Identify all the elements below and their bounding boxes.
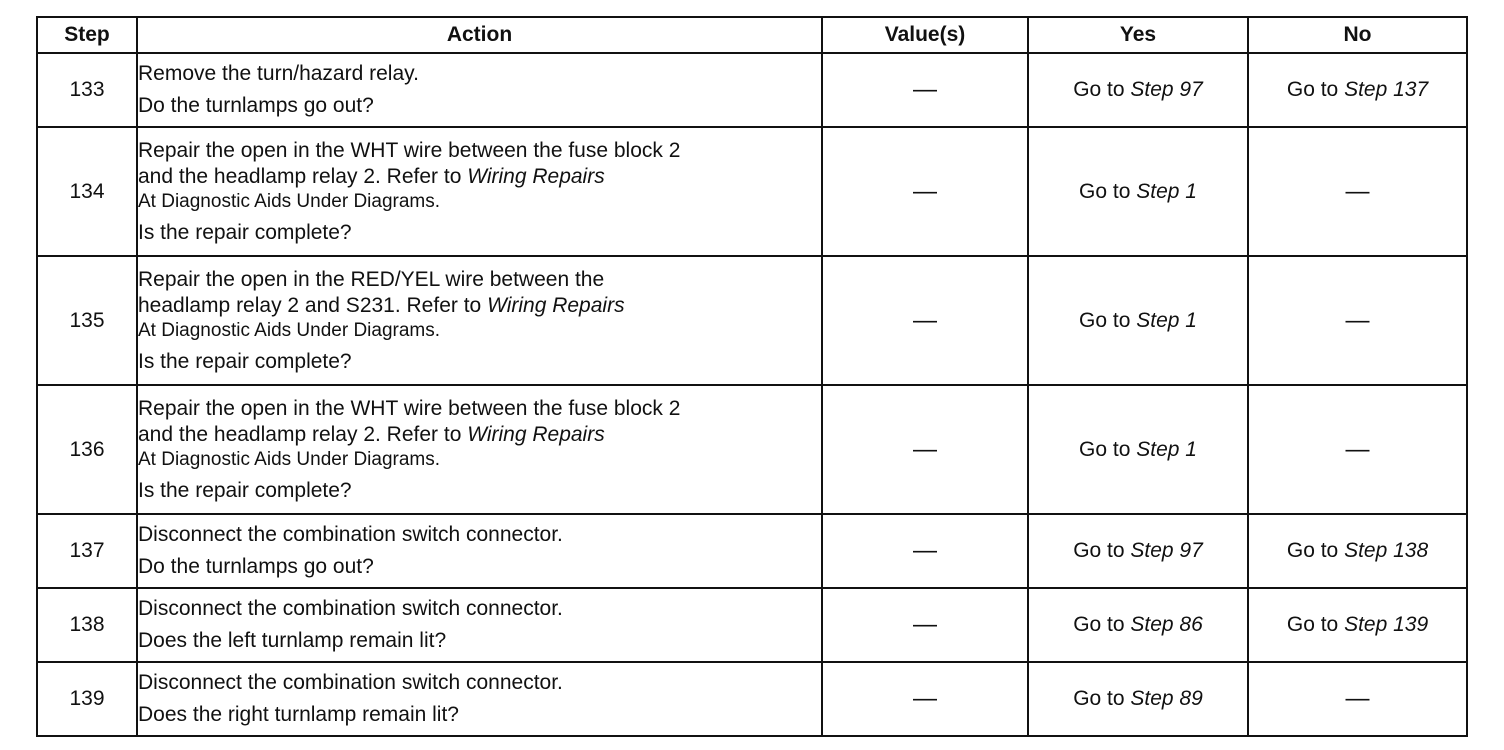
yes-cell xyxy=(1028,256,1248,385)
action-question: Is the repair complete? xyxy=(138,349,352,373)
yes-prefix: Go to xyxy=(1073,539,1131,562)
no-cell xyxy=(1248,53,1467,127)
yes-step-link[interactable]: Step 1 xyxy=(1136,179,1197,203)
wiring-repairs-ref: Wiring Repairs xyxy=(467,422,605,446)
diagnostic-table xyxy=(36,16,1468,737)
step-number: 134 xyxy=(37,127,137,256)
header-yes: Yes xyxy=(1028,17,1248,53)
yes-step-link[interactable]: Step 1 xyxy=(1136,308,1197,332)
step-number: 135 xyxy=(37,256,137,385)
action-text: Repair the open in the RED/YEL wire between the xyxy=(138,267,605,291)
header-values: Value(s) xyxy=(822,17,1028,53)
wiring-repairs-ref: Wiring Repairs xyxy=(467,164,605,188)
no-cell: — xyxy=(1248,662,1467,736)
no-prefix: Go to xyxy=(1286,539,1345,562)
step-number: 136 xyxy=(37,385,137,514)
action-note: At Diagnostic Aids Under Diagrams. xyxy=(138,448,441,470)
value-cell: — xyxy=(822,256,1028,385)
header-row xyxy=(37,17,1467,53)
action-cell xyxy=(137,385,822,514)
yes-step-link[interactable]: Step 97 xyxy=(1130,78,1203,101)
header-action: Action xyxy=(137,17,822,53)
no-cell: — xyxy=(1248,127,1467,256)
value-cell: — xyxy=(822,662,1028,736)
action-note: At Diagnostic Aids Under Diagrams. xyxy=(138,319,441,341)
table-row xyxy=(37,127,1467,256)
no-step-link[interactable]: Step 139 xyxy=(1344,613,1429,636)
yes-cell xyxy=(1028,127,1248,256)
action-text-part: and the headlamp relay 2. Refer to xyxy=(138,422,468,446)
step-number: 139 xyxy=(37,662,137,736)
action-question: Is the repair complete? xyxy=(138,220,352,244)
header-no: No xyxy=(1248,17,1467,53)
yes-prefix: Go to xyxy=(1079,437,1137,461)
action-question: Is the repair complete? xyxy=(138,478,352,502)
no-prefix: Go to xyxy=(1286,613,1345,636)
action-text-part: and the headlamp relay 2. Refer to xyxy=(138,164,468,188)
yes-step-link[interactable]: Step 97 xyxy=(1130,539,1203,562)
value-cell: — xyxy=(822,53,1028,127)
step-number: 137 xyxy=(37,514,137,588)
no-step-link[interactable]: Step 137 xyxy=(1344,78,1429,101)
yes-prefix: Go to xyxy=(1073,613,1131,636)
yes-cell xyxy=(1028,662,1248,736)
step-number: 133 xyxy=(37,53,137,127)
action-question: Does the left turnlamp remain lit? xyxy=(138,629,447,652)
action-text: Disconnect the combination switch connector. xyxy=(138,597,563,620)
action-text: Remove the turn/hazard relay. xyxy=(138,62,419,85)
value-cell: — xyxy=(822,514,1028,588)
action-question: Do the turnlamps go out? xyxy=(138,555,374,578)
action-text: Disconnect the combination switch connector. xyxy=(138,523,563,546)
table-row xyxy=(37,53,1467,127)
action-note: At Diagnostic Aids Under Diagrams. xyxy=(138,190,441,212)
action-cell xyxy=(137,53,822,127)
action-question: Do the turnlamps go out? xyxy=(138,94,374,117)
no-cell xyxy=(1248,588,1467,662)
wiring-repairs-ref: Wiring Repairs xyxy=(487,293,625,317)
action-question: Does the right turnlamp remain lit? xyxy=(138,703,459,726)
value-cell: — xyxy=(822,588,1028,662)
action-cell xyxy=(137,662,822,736)
action-text-part: headlamp relay 2 and S231. Refer to xyxy=(138,293,488,317)
value-cell: — xyxy=(822,127,1028,256)
value-cell: — xyxy=(822,385,1028,514)
no-cell xyxy=(1248,514,1467,588)
action-cell xyxy=(137,514,822,588)
action-text: Disconnect the combination switch connector. xyxy=(138,671,563,694)
step-number: 138 xyxy=(37,588,137,662)
yes-cell xyxy=(1028,588,1248,662)
yes-prefix: Go to xyxy=(1079,179,1137,203)
yes-prefix: Go to xyxy=(1073,687,1131,710)
yes-step-link[interactable]: Step 86 xyxy=(1130,613,1203,636)
action-cell xyxy=(137,588,822,662)
action-cell xyxy=(137,256,822,385)
no-cell: — xyxy=(1248,256,1467,385)
yes-step-link[interactable]: Step 89 xyxy=(1130,687,1203,710)
header-step: Step xyxy=(37,17,137,53)
yes-step-link[interactable]: Step 1 xyxy=(1136,437,1197,461)
action-text xyxy=(138,164,821,190)
action-text: Repair the open in the WHT wire between the fuse block 2 xyxy=(138,138,681,162)
yes-cell xyxy=(1028,53,1248,127)
yes-prefix: Go to xyxy=(1073,78,1131,101)
table-row xyxy=(37,256,1467,385)
action-text: Repair the open in the WHT wire between the fuse block 2 xyxy=(138,396,681,420)
action-text xyxy=(138,293,821,319)
no-step-link[interactable]: Step 138 xyxy=(1344,539,1429,562)
yes-prefix: Go to xyxy=(1079,308,1137,332)
action-cell xyxy=(137,127,822,256)
yes-cell xyxy=(1028,514,1248,588)
action-text xyxy=(138,422,821,448)
table-row xyxy=(37,514,1467,588)
table-row xyxy=(37,385,1467,514)
no-prefix: Go to xyxy=(1286,78,1345,101)
table-row xyxy=(37,588,1467,662)
table-row xyxy=(37,662,1467,736)
yes-cell xyxy=(1028,385,1248,514)
no-cell: — xyxy=(1248,385,1467,514)
